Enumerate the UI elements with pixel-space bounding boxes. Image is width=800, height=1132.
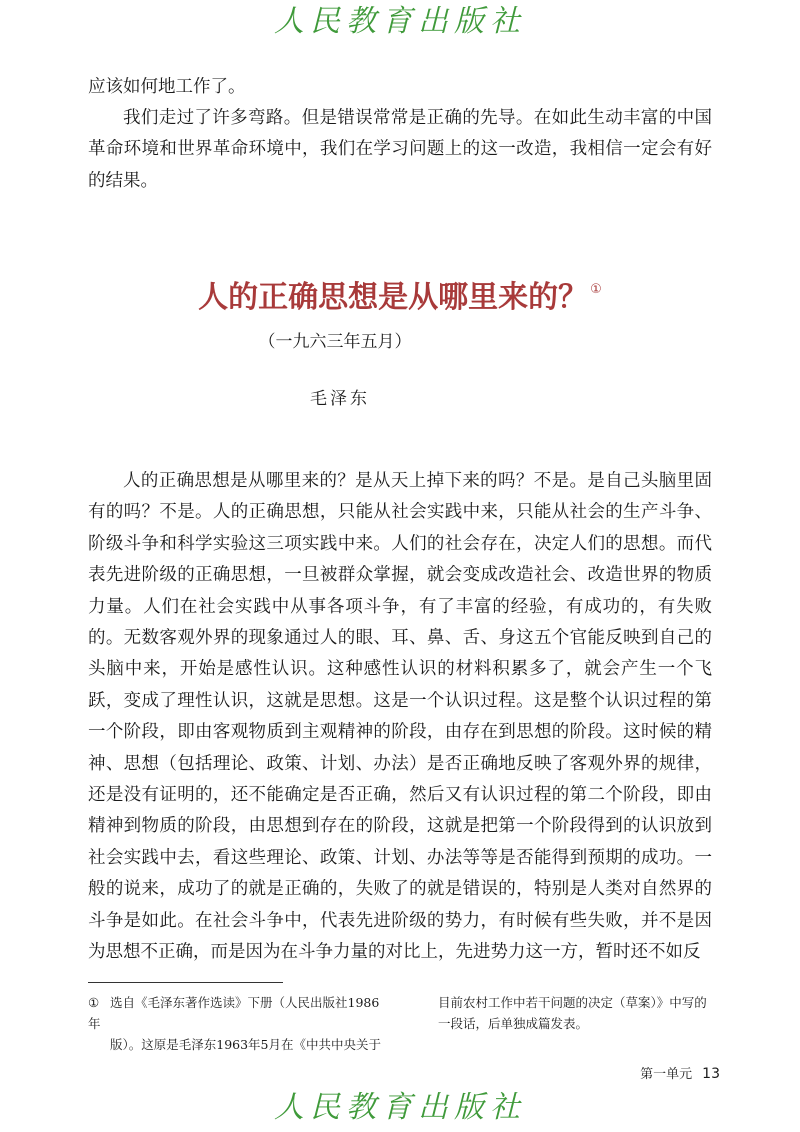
publisher-logo-bottom: 人民教育出版社 xyxy=(274,1090,526,1125)
publisher-logo-top: 人民教育出版社 xyxy=(274,4,526,39)
footnote-divider xyxy=(88,982,283,983)
closing-paragraph: 我们走过了许多弯路。但是错误常常是正确的先导。在如此生动丰富的中国革命环境和世界革命环境中，我们在学习问题上的这一改造，我相信一定会有好的结果。 xyxy=(88,108,712,191)
continuation-text: 应该如何地工作了。 xyxy=(88,77,246,97)
article-date: （一九六三年五月） xyxy=(258,332,412,352)
footnote-mark: ① xyxy=(88,995,100,1010)
title-footnote-mark[interactable]: ① xyxy=(590,282,602,297)
article-title xyxy=(0,268,800,320)
footnote-right-column xyxy=(438,992,728,1034)
footnote-right-line2: 一段话，后单独成篇发表。 xyxy=(438,1016,589,1031)
article-title-text: 人的正确思想是从哪里来的？ xyxy=(198,280,589,315)
article-body: 人的正确思想是从哪里来的？是从天上掉下来的吗？不是。是自己头脑里固有的吗？不是。人的正确思想，只能从社会实践中来，只能从社会的生产斗争、阶级斗争和科学实验这三项实践中来。人们的社会存在，决定人们的思想。而代表先进阶级的正确思想，一旦被群众掌握，就会变成改造社会、改造世界的物质力量。人们在社会实践中从事各项斗争，有了丰富的经验，有成功的，有失败的。无数客观外界的现象通过人的眼、耳、鼻、舌、身这五个官能反映到自己的头脑中来，开始是感性认识。这种感性认识的材料积累多了，就会产生一个飞跃，变成了理性认识，这就是思想。这是一个认识过程。这是整个认识过程的第一个阶段，即由客观物质到主观精神的阶段，由存在到思想的阶段。这时候的精神、思想（包括理论、政策、计划、办法）是否正确地反映了客观外界的规律，还是没有证明的，还不能确定是否正确，然后又有认识过程的第二个阶段，即由精神到物质的阶段，由思想到存在的阶段，这就是把第一个阶段得到的认识放到社会实践中去，看这些理论、政策、计划、办法等等是否能得到预期的成功。一般的说来，成功了的就是正确的，失败了的就是错误的，特别是人类对自然界的斗争是如此。在社会斗争中，代表先进阶级的势力，有时候有些失败，并不是因为思想不正确，而是因为在斗争力量的对比上，先进势力这一方，暂时还不如反 xyxy=(88,471,712,963)
page-footer xyxy=(640,1063,720,1082)
article-author: 毛泽东 xyxy=(310,389,370,409)
footnote-left-line1: 选自《毛泽东著作选读》下册（人民出版社1986年 xyxy=(88,995,380,1031)
footnote-left-column xyxy=(88,992,388,1055)
footnote-left-line2: 版）。这原是毛泽东1963年5月在《中共中央关于 xyxy=(110,1037,382,1052)
footnote-right-line1: 目前农村工作中若干问题的决定（草案）》中写的 xyxy=(438,995,707,1010)
page-number: 13 xyxy=(702,1066,720,1082)
unit-label: 第一单元 xyxy=(640,1067,693,1082)
